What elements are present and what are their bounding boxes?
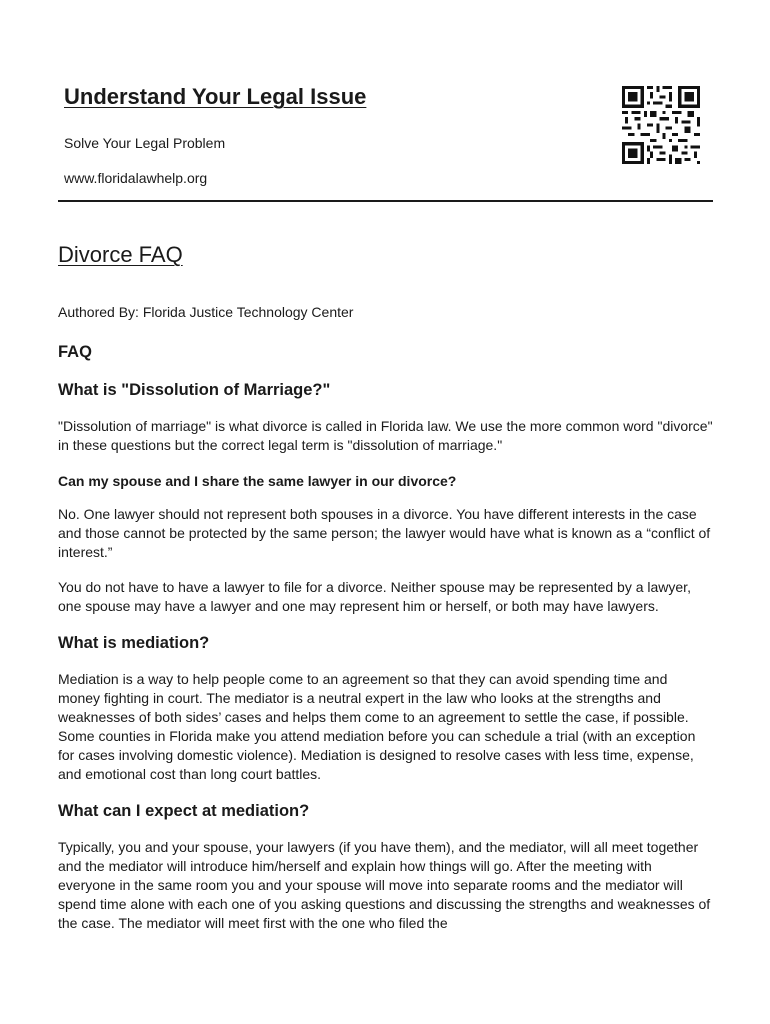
document-body <box>58 240 713 933</box>
section-heading-same-lawyer: Can my spouse and I share the same lawyer in our divorce? <box>58 473 457 489</box>
header-divider <box>58 200 713 202</box>
header-subtitle: Solve Your Legal Problem <box>64 135 226 151</box>
section-paragraph-same-lawyer-2: You do not have to have a lawyer to file for a divorce. Neither spouse may be represented by a lawyer, one spouse may have a lawyer and one may represent him or herself, or both may have lawyers. <box>58 579 691 614</box>
section-paragraph-same-lawyer-1: No. One lawyer should not represent both spouses in a divorce. You have different interests in the case and those cannot be protected by the same person; the lawyer would have what is known as a “conflict of interest.” <box>58 506 711 560</box>
qr-code-icon <box>622 86 700 164</box>
section-heading-expect-mediation: What can I expect at mediation? <box>58 802 310 820</box>
section-paragraph-dissolution: "Dissolution of marriage" is what divorce is called in Florida law. We use the more common word "divorce" in these questions but the correct legal term is "dissolution of marriage." <box>58 418 713 453</box>
section-paragraph-expect-mediation: Typically, you and your spouse, your lawyers (if you have them), and the mediator, will all meet together and the mediator will introduce him/herself and explain how things will go. After the meeting with everyone in the same room you and your spouse will move into separate rooms and the mediator will spend time alone with each one of you asking questions and discussing the strengths and weaknesses of the case. The mediator will meet first with the one who filed the <box>58 839 711 931</box>
section-paragraph-mediation: Mediation is a way to help people come to an agreement so that they can avoid spending time and money fighting in court. The mediator is a neutral expert in the law who looks at the strengths and weaknesses of both sides’ cases and helps them come to an agreement to settle the case, if possible. Some counties in Florida make you attend mediation before you can schedule a trial (with an exception for cases involving domestic violence). Mediation is designed to resolve cases with less time, expense, and emotional cost than long court battles. <box>58 671 696 782</box>
header-url: www.floridalawhelp.org <box>64 170 208 186</box>
document-author: Authored By: Florida Justice Technology Center <box>58 304 354 320</box>
faq-heading: FAQ <box>58 343 92 361</box>
section-heading-mediation: What is mediation? <box>58 634 210 652</box>
section-heading-dissolution: What is "Dissolution of Marriage?" <box>58 381 331 399</box>
document-title: Divorce FAQ <box>58 242 183 267</box>
header-title: Understand Your Legal Issue <box>64 84 367 109</box>
